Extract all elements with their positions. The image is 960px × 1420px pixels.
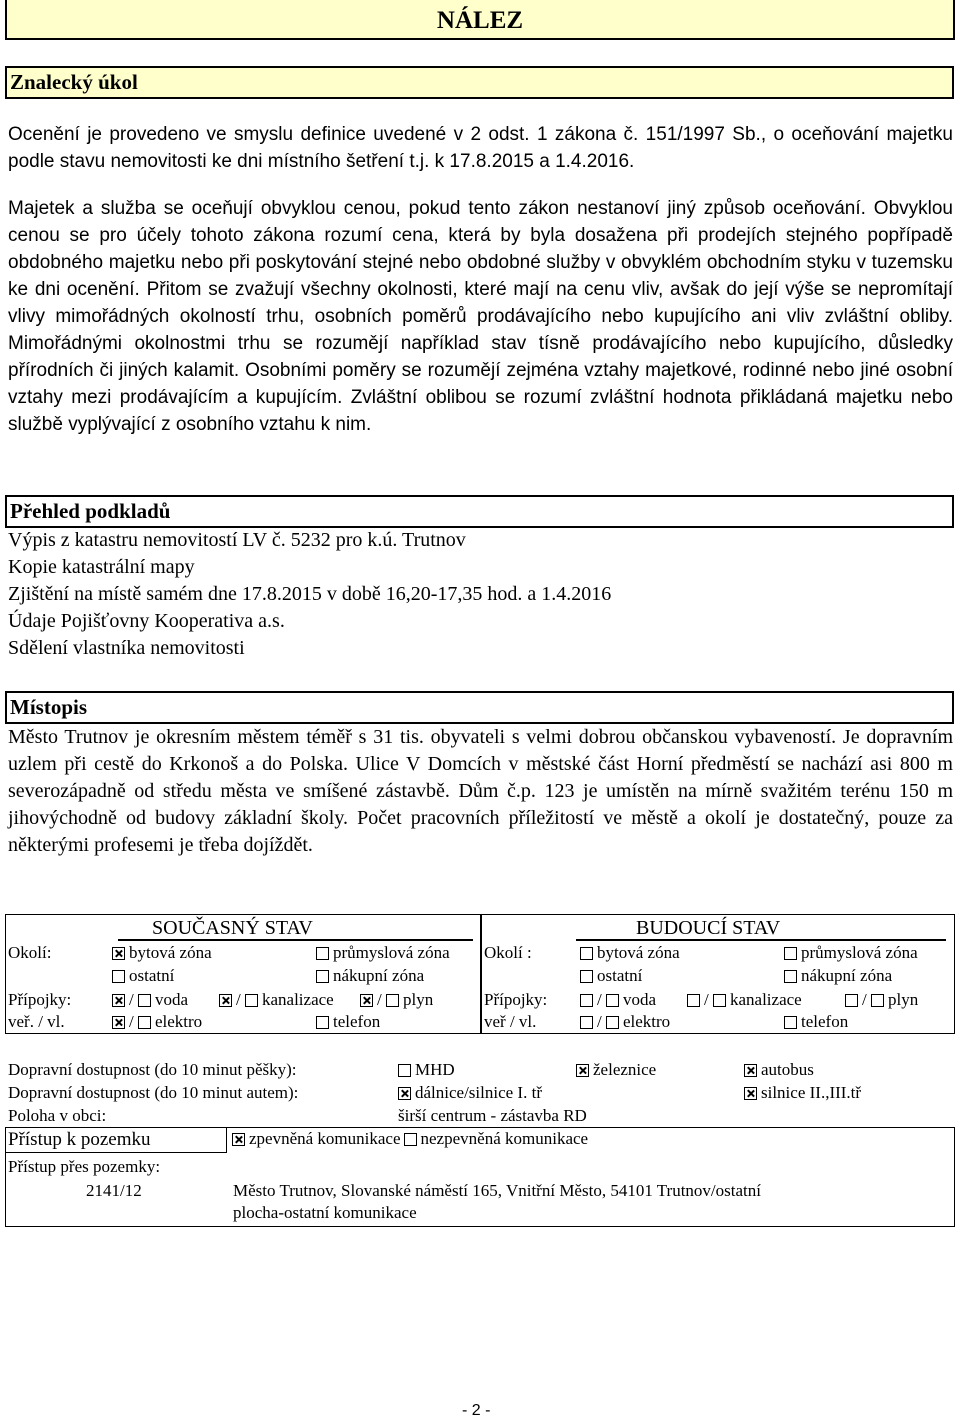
page-title: NÁLEZ (5, 0, 955, 40)
option-ostatni: ostatní (112, 964, 174, 987)
ver-vl-label-future: veř / vl. (484, 1012, 537, 1031)
checkbox-checked-icon[interactable] (232, 1133, 245, 1146)
option-voda-future: / voda (580, 988, 656, 1011)
source-item: Sdělení vlastníka nemovitosti (8, 637, 245, 659)
pristup-pres-label: Přístup přes pozemky: (8, 1157, 161, 1176)
option-nakupni-zona-future: nákupní zóna (784, 964, 892, 987)
option-dalnice: dálnice/silnice I. tř (398, 1081, 542, 1104)
checkbox-empty-icon[interactable] (687, 994, 700, 1007)
checkbox-empty-icon[interactable] (316, 1016, 329, 1029)
option-plyn-future: / plyn (845, 988, 918, 1011)
option-elektro-future: / elektro (580, 1010, 670, 1033)
section-heading-prehled: Přehled podkladů (5, 495, 954, 528)
checkbox-empty-icon[interactable] (871, 994, 884, 1007)
option-autobus: autobus (744, 1058, 814, 1081)
checkbox-empty-icon[interactable] (580, 947, 593, 960)
option-nakupni-zona: nákupní zóna (316, 964, 424, 987)
source-item: Údaje Pojišťovny Kooperativa a.s. (8, 610, 285, 632)
checkbox-empty-icon[interactable] (580, 970, 593, 983)
pripojky-label: Přípojky: (8, 990, 72, 1009)
current-state-heading: SOUČASNÝ STAV (152, 917, 313, 939)
option-telefon: telefon (316, 1010, 380, 1033)
option-zeleznice: železnice (576, 1058, 656, 1081)
parcela-number: 2141/12 (86, 1181, 142, 1200)
checkbox-checked-icon[interactable] (112, 994, 125, 1007)
option-bytova-zona-future: bytová zóna (580, 941, 680, 964)
paragraph-mistopis: Město Trutnov je okresním městem téměř s 31 tis. obyvateli s velmi dobrou občanskou vybaveností. Je dopravním uzlem při cestě do Krkonoš a do Polska. Ulice V Domcích v městské část Horní předměstí se nachází asi 800 m severozápadně od středu města ve smíšené zástavbě. Dům č.p. 123 je umístěn na mírně svažitém terénu 150 m jihovýchodně od budovy základní školy. Počet pracovních příležitostí ve městě a okolí je dostatečný, pouze za některými profesemi je třeba dojíždět. (8, 726, 953, 856)
checkbox-empty-icon[interactable] (404, 1133, 417, 1146)
pristup-label: Přístup k pozemku (8, 1129, 151, 1150)
option-zpevnena: zpevněná komunikace nezpevněná komunikace (232, 1127, 588, 1150)
pripojky-label-future: Přípojky: (484, 990, 548, 1009)
checkbox-empty-icon[interactable] (386, 994, 399, 1007)
checkbox-empty-icon[interactable] (784, 970, 797, 983)
checkbox-empty-icon[interactable] (606, 1016, 619, 1029)
checkbox-checked-icon[interactable] (360, 994, 373, 1007)
source-item: Výpis z katastru nemovitostí LV č. 5232 pro k.ú. Trutnov (8, 529, 466, 551)
checkbox-empty-icon[interactable] (138, 994, 151, 1007)
option-bytova-zona: bytová zóna (112, 941, 212, 964)
option-kanalizace-future: / kanalizace (687, 988, 802, 1011)
checkbox-empty-icon[interactable] (316, 947, 329, 960)
checkbox-empty-icon[interactable] (398, 1064, 411, 1077)
vlastnik-line-1: Město Trutnov, Slovanské náměstí 165, Vnitřní Město, 54101 Trutnov/ostatní (233, 1181, 761, 1200)
checkbox-checked-icon[interactable] (744, 1064, 757, 1077)
option-prumyslova-zona: průmyslová zóna (316, 941, 450, 964)
paragraph-legal-basis: Ocenění je provedeno ve smyslu definice uvedené v 2 odst. 1 zákona č. 151/1997 Sb., o oceňování majetku podle stavu nemovitosti ke dni místního šetření t.j. k 17.8.2015 a 1.4.2016. (8, 124, 953, 172)
option-plyn: / plyn (360, 988, 433, 1011)
checkbox-checked-icon[interactable] (219, 994, 232, 1007)
option-mhd: MHD (398, 1058, 455, 1081)
section-heading-mistopis: Místopis (5, 691, 954, 724)
okoli-label-future: Okolí : (484, 943, 532, 962)
checkbox-checked-icon[interactable] (398, 1087, 411, 1100)
option-ostatni-future: ostatní (580, 964, 642, 987)
checkbox-empty-icon[interactable] (606, 994, 619, 1007)
checkbox-empty-icon[interactable] (138, 1016, 151, 1029)
checkbox-checked-icon[interactable] (112, 1016, 125, 1029)
page-number: - 2 - (462, 1402, 491, 1419)
checkbox-empty-icon[interactable] (845, 994, 858, 1007)
section-heading-znalecky-ukol: Znalecký úkol (5, 66, 954, 99)
checkbox-empty-icon[interactable] (784, 1016, 797, 1029)
ver-vl-label: veř. / vl. (8, 1012, 65, 1031)
option-telefon-future: telefon (784, 1010, 848, 1033)
dostupnost-autem-label: Dopravní dostupnost (do 10 minut autem): (8, 1083, 299, 1102)
vlastnik-line-2: plocha-ostatní komunikace (233, 1203, 417, 1222)
okoli-label: Okolí: (8, 943, 52, 962)
checkbox-empty-icon[interactable] (245, 994, 258, 1007)
paragraph-obvykla-cena: Majetek a služba se oceňují obvyklou cenou, pokud tento zákon nestanoví jiný způsob oceňování. Obvyklou cenou se pro účely tohoto zákona rozumí cena, která by byla dosažena při prodejích stejného popřípadě obdobného majetku nebo při poskytování stejné nebo obdobné služby v obvyklém obchodním styku v tuzemsku ke dni ocenění. Přitom se zvažují všechny okolnosti, které mají na cenu vliv, avšak do její výše se nepromítají vlivy mimořádných okolností trhu, osobních poměrů prodávajícího nebo kupujícího ani vliv zvláštní obliby. Mimořádnými okolnostmi trhu se rozumějí například stav tísně prodávajícího nebo kupujícího, důsledky přírodních či jiných kalamit. Osobními poměry se rozumějí zejména vztahy majetkové, rodinné nebo jiné osobní vztahy mezi prodávajícím a kupujícím. Zvláštní oblibou se rozumí zvláštní hodnota přikládaná majetku nebo službě vyplývající z osobního vztahu k nim. (8, 198, 953, 435)
checkbox-checked-icon[interactable] (576, 1064, 589, 1077)
future-state-heading: BUDOUCÍ STAV (636, 917, 781, 939)
source-item: Kopie katastrální mapy (8, 556, 195, 578)
checkbox-empty-icon[interactable] (713, 994, 726, 1007)
option-prumyslova-zona-future: průmyslová zóna (784, 941, 918, 964)
option-silnice: silnice II.,III.tř (744, 1081, 861, 1104)
stav-divider (480, 914, 482, 1034)
checkbox-empty-icon[interactable] (112, 970, 125, 983)
source-item: Zjištění na místě samém dne 17.8.2015 v době 16,20-17,35 hod. a 1.4.2016 (8, 583, 612, 605)
poloha-value: širší centrum - zástavba RD (398, 1106, 587, 1125)
checkbox-checked-icon[interactable] (744, 1087, 757, 1100)
option-kanalizace: / kanalizace (219, 988, 334, 1011)
checkbox-empty-icon[interactable] (784, 947, 797, 960)
option-elektro: / elektro (112, 1010, 202, 1033)
checkbox-empty-icon[interactable] (316, 970, 329, 983)
checkbox-empty-icon[interactable] (580, 1016, 593, 1029)
checkbox-empty-icon[interactable] (580, 994, 593, 1007)
option-voda: / voda (112, 988, 188, 1011)
poloha-label: Poloha v obci: (8, 1106, 107, 1125)
dostupnost-pesky-label: Dopravní dostupnost (do 10 minut pěšky): (8, 1060, 297, 1079)
checkbox-checked-icon[interactable] (112, 947, 125, 960)
